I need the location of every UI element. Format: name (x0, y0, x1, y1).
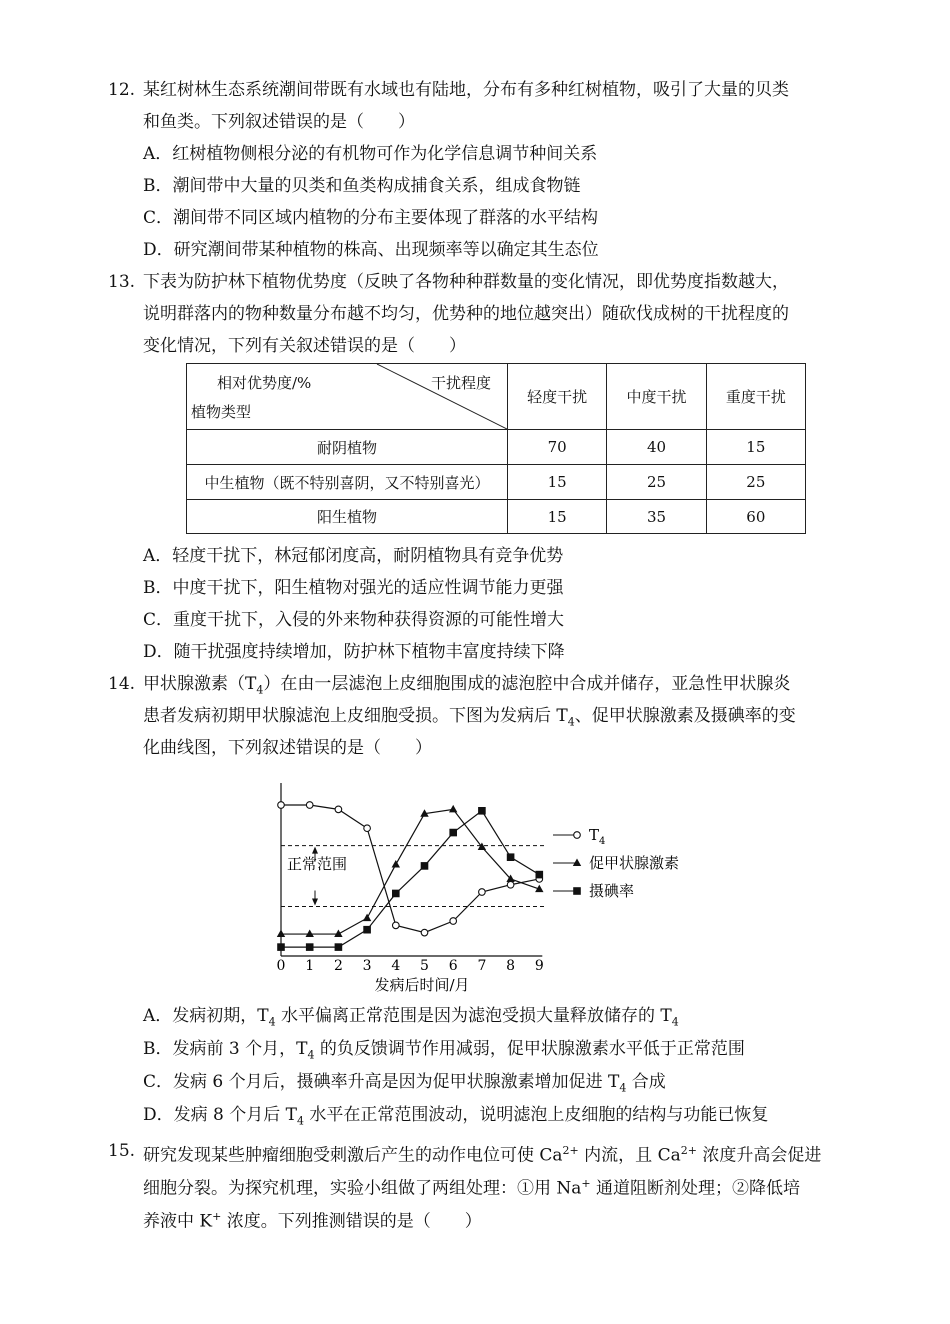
table-cell: 70 (508, 430, 607, 465)
q12-option-d: D．研究潮间带某种植物的株高、出现频率等以确定其生态位 (143, 240, 599, 260)
normal-range-label: 正常范围 (287, 855, 348, 873)
q14-stem-line3: 化曲线图，下列叙述错误的是（ ） (143, 738, 432, 758)
q13-option-c: C．重度干扰下，入侵的外来物种获得资源的可能性增大 (143, 610, 565, 630)
row-label: 中生植物（既不特别喜阴，又不特别喜光） (187, 465, 508, 500)
data-point (392, 860, 400, 868)
data-point (306, 943, 314, 951)
data-point (507, 853, 515, 861)
col-header-medium: 中度干扰 (607, 364, 706, 430)
q13-number: 13. (108, 272, 136, 292)
table-cell: 25 (706, 465, 805, 500)
q15-stem-line2: 细胞分裂。为探究机理，实验小组做了两组处理：①用 Na+ 通道阻断剂处理；②降低培 (143, 1177, 801, 1199)
data-point (363, 914, 371, 922)
corner-label-dominance: 相对优势度/% (217, 374, 312, 392)
legend-marker (574, 832, 581, 839)
x-tick-label: 5 (420, 958, 429, 974)
thyroid-chart (265, 778, 705, 998)
q13-stem-line3: 变化情况，下列有关叙述错误的是（ ） (143, 336, 466, 356)
table-row (187, 465, 806, 500)
x-tick-label: 0 (276, 958, 286, 974)
x-tick-label: 7 (477, 958, 487, 974)
range-arrow-down-head (312, 899, 318, 906)
q12-stem-line1: 某红树林生态系统潮间带既有水域也有陆地，分布有多种红树植物，吸引了大量的贝类 (143, 80, 789, 100)
data-point (306, 802, 313, 809)
x-tick-label: 9 (534, 958, 544, 974)
q13-option-d: D．随干扰强度持续增加，防护林下植物丰富度持续下降 (143, 642, 565, 662)
data-point (277, 943, 285, 951)
q12-stem-line2: 和鱼类。下列叙述错误的是（ ） (143, 112, 415, 132)
q13-stem-line1: 下表为防护林下植物优势度（反映了各物种种群数量的变化情况，即优势度指数越大， (143, 272, 789, 292)
data-point (478, 807, 486, 815)
q14-option-c: C．发病 6 个月后，摄碘率升高是因为促甲状腺激素增加促进 $T_4$ 合成 (143, 1072, 666, 1095)
x-tick-label: 4 (391, 958, 401, 974)
col-header-heavy: 重度干扰 (706, 364, 805, 430)
data-point (335, 943, 343, 951)
chart-legend (553, 826, 679, 900)
legend-label: 摄碘率 (589, 882, 635, 900)
data-point (421, 929, 428, 936)
corner-label-plant-type: 植物类型 (191, 403, 252, 421)
q14-option-d: D．发病 8 个月后 $T_4$ 水平在正常范围波动，说明滤泡上皮细胞的结构与功能已恢复 (143, 1105, 769, 1128)
data-point (363, 926, 371, 934)
row-label: 耐阴植物 (187, 430, 508, 465)
table-cell: 40 (607, 430, 706, 465)
data-point (450, 918, 457, 925)
table-cell: 15 (706, 430, 805, 465)
dominance-table (186, 363, 806, 534)
col-header-light: 轻度干扰 (508, 364, 607, 430)
x-tick-label: 1 (305, 958, 315, 974)
table-header-corner (187, 364, 508, 430)
q13-stem-line2: 说明群落内的物种数量分布越不均匀，优势种的地位越突出）随砍伐成树的干扰程度的 (143, 304, 789, 324)
data-point (507, 881, 514, 888)
x-ticks (277, 958, 544, 974)
q14-stem-line1: 甲状腺激素$(T_4)$在由一层滤泡上皮细胞围成的滤泡腔中合成并储存，亚急性甲状腺炎 (143, 674, 791, 697)
x-tick-label: 3 (362, 958, 372, 974)
data-point (449, 805, 457, 813)
row-label: 阳生植物 (187, 500, 508, 534)
q12-option-b: B．潮间带中大量的贝类和鱼类构成捕食关系，组成食物链 (143, 176, 581, 196)
data-point (334, 930, 342, 938)
data-point (449, 829, 457, 837)
table-cell: 15 (508, 465, 607, 500)
table-cell: 35 (607, 500, 706, 534)
data-point (306, 930, 314, 938)
corner-label-disturbance: 干扰程度 (430, 374, 491, 392)
series-line (281, 811, 539, 947)
chart-series (277, 802, 544, 951)
q15-number: 15. (108, 1141, 136, 1161)
data-point (392, 890, 400, 898)
q15-stem-line1: 研究发现某些肿瘤细胞受刺激后产生的动作电位可使 $Ca^{2+}$ 内流，且 $Ca^{2+}$ 浓度升高会促进 (143, 1144, 822, 1166)
q12-number: 12. (108, 80, 136, 100)
data-point (393, 922, 400, 929)
q12-option-a: A．红树植物侧根分泌的有机物可作为化学信息调节种间关系 (143, 144, 598, 164)
data-point (421, 862, 429, 870)
data-point (364, 825, 371, 832)
q14-option-a: A．发病初期，$T_4$ 水平偏离正常范围是因为滤泡受损大量释放储存的 $T_4$ (143, 1006, 679, 1029)
x-axis-label: 发病后时间/月 (374, 976, 470, 994)
q13-option-a: A．轻度干扰下，林冠郁闭度高，耐阴植物具有竞争优势 (143, 546, 564, 566)
x-tick-label: 8 (506, 958, 516, 974)
table-row (187, 430, 806, 465)
data-point (278, 802, 285, 809)
table-cell: 25 (607, 465, 706, 500)
data-point (335, 806, 342, 813)
x-tick-label: 2 (333, 958, 343, 974)
q12-option-c: C．潮间带不同区域内植物的分布主要体现了群落的水平结构 (143, 208, 599, 228)
legend-label: 促甲状腺激素 (589, 854, 680, 872)
q14-option-b: B．发病前 3 个月，$T_4$ 的负反馈调节作用减弱，促甲状腺激素水平低于正常范围 (143, 1039, 745, 1062)
legend-label: $T_4$ (589, 826, 606, 847)
data-point (536, 871, 544, 879)
table-row (187, 500, 806, 534)
range-arrow-up-head (312, 847, 318, 854)
q13-option-b: B．中度干扰下，阳生植物对强光的适应性调节能力更强 (143, 578, 564, 598)
legend-marker (573, 859, 581, 867)
q15-stem-line3: 养液中 K+ 浓度。下列推测错误的是（ ） (143, 1210, 482, 1232)
q14-stem-line2: 患者发病初期甲状腺滤泡上皮细胞受损。下图为发病后 $T_4$、促甲状腺激素及摄碘率的变 (143, 706, 796, 729)
data-point (479, 889, 486, 896)
table-cell: 15 (508, 500, 607, 534)
x-tick-label: 6 (448, 958, 458, 974)
legend-marker (573, 887, 581, 895)
table-cell: 60 (706, 500, 805, 534)
data-point (277, 930, 285, 938)
q14-number: 14. (108, 674, 136, 694)
